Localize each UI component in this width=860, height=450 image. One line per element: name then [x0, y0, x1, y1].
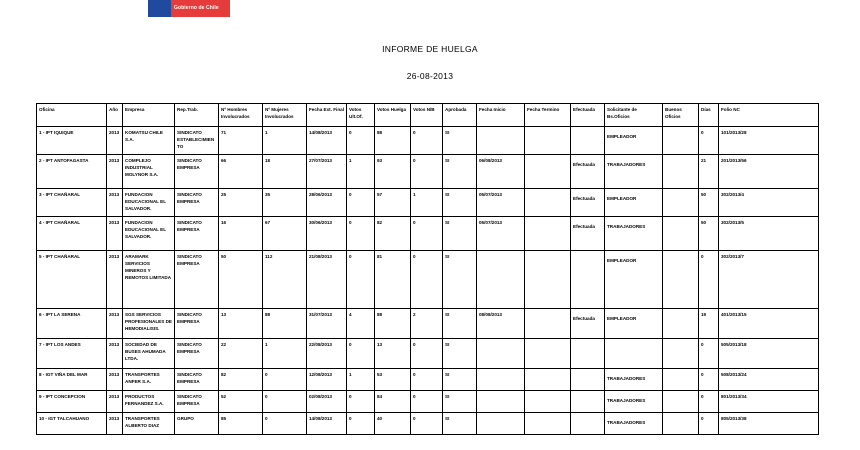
table-cell: 2013 — [107, 217, 123, 251]
table-cell: SI — [443, 251, 477, 309]
table-cell: 0 — [347, 391, 375, 413]
table-cell: 50 — [219, 251, 263, 309]
table-cell: 2013 — [107, 413, 123, 435]
table-cell: 84 — [375, 391, 411, 413]
table-row — [37, 155, 819, 189]
table-cell: 4 — [347, 309, 375, 339]
table-cell: 31/07/2013 — [307, 309, 347, 339]
table-cell: 2013 — [107, 251, 123, 309]
table-cell: Efectuada — [571, 309, 605, 339]
table-cell: 88 — [263, 309, 307, 339]
table-cell: SINDICATO EMPRESA — [175, 309, 219, 339]
table-cell: Efectuada — [571, 155, 605, 189]
table-cell: Efectuada — [571, 217, 605, 251]
table-cell — [663, 127, 699, 155]
table-cell: 30/06/2013 — [307, 217, 347, 251]
report-title: INFORME DE HUELGA — [382, 44, 478, 54]
table-cell — [605, 339, 663, 369]
table-cell — [663, 413, 699, 435]
table-cell: SI — [443, 127, 477, 155]
table-cell: 0 — [699, 339, 719, 369]
table-cell: SINDICATO EMPRESA — [175, 391, 219, 413]
table-cell: 2 — [411, 309, 443, 339]
strike-report-table — [36, 103, 819, 435]
table-cell: 14/08/2013 — [307, 127, 347, 155]
table-cell — [571, 127, 605, 155]
table-cell: 22/08/2013 — [307, 339, 347, 369]
table-cell: TRANSPORTES ALBERTO DIAZ — [123, 413, 175, 435]
table-cell: 13 — [219, 309, 263, 339]
table-cell: 66 — [219, 155, 263, 189]
table-cell: SINDICATO EMPRESA — [175, 189, 219, 217]
column-header: Días — [699, 104, 719, 127]
table-cell: FUNDACION EDUCACIONAL EL SALVADOR. — [123, 189, 175, 217]
column-header: Votos N/B — [411, 104, 443, 127]
table-cell — [525, 391, 571, 413]
government-logo — [148, 0, 230, 17]
table-cell: 1 — [411, 189, 443, 217]
report-date: 26-08-2013 — [406, 71, 454, 81]
table-cell: TRABAJADORES — [605, 217, 663, 251]
table-cell — [477, 413, 525, 435]
table-cell: 0 — [699, 369, 719, 391]
table-row — [37, 369, 819, 391]
table-cell: 35 — [263, 189, 307, 217]
table-cell: 19 — [699, 309, 719, 339]
table-cell: 88 — [375, 127, 411, 155]
table-cell — [477, 391, 525, 413]
table-cell: 67 — [263, 217, 307, 251]
table-cell: 9 - IPT CONCEPCION — [37, 391, 107, 413]
table-cell: 14/08/2013 — [307, 413, 347, 435]
table-cell: GRUPO — [175, 413, 219, 435]
table-cell — [571, 413, 605, 435]
table-cell: 21/08/2013 — [307, 251, 347, 309]
table-cell: 2013 — [107, 391, 123, 413]
table-cell: SINDICATO EMPRESA — [175, 339, 219, 369]
table-cell: 08/08/2013 — [477, 309, 525, 339]
table-row — [37, 339, 819, 369]
table-cell: 0 — [411, 217, 443, 251]
table-cell: TRABAJADORES — [605, 391, 663, 413]
table-cell: TRABAJADORES — [605, 369, 663, 391]
table-cell: SI — [443, 155, 477, 189]
table-cell: 401/2013/15 — [719, 309, 819, 339]
table-cell — [525, 127, 571, 155]
table-cell — [477, 251, 525, 309]
table-cell — [525, 251, 571, 309]
table-cell: SI — [443, 217, 477, 251]
table-cell — [663, 309, 699, 339]
table-cell: 805/2013/38 — [719, 413, 819, 435]
column-header: Fecha Ext. Final — [307, 104, 347, 127]
table-cell — [525, 155, 571, 189]
table-cell: COMPLEJO INDUSTRIAL MOLYNOR S.A. — [123, 155, 175, 189]
column-header: Oficina — [37, 104, 107, 127]
table-cell: 53 — [375, 369, 411, 391]
table-cell: 50 — [699, 189, 719, 217]
table-cell: 0 — [411, 413, 443, 435]
table-cell: EMPLEADOR — [605, 309, 663, 339]
table-cell: 93 — [375, 155, 411, 189]
table-cell: SI — [443, 369, 477, 391]
table-row — [37, 127, 819, 155]
table-cell: 40 — [375, 413, 411, 435]
table-cell: 02/08/2013 — [307, 391, 347, 413]
table-cell: 0 — [263, 369, 307, 391]
table-header-row — [37, 104, 819, 127]
table-row — [37, 189, 819, 217]
table-cell: 0 — [347, 413, 375, 435]
table-cell: 0 — [347, 217, 375, 251]
table-cell — [525, 189, 571, 217]
table-cell: SOCIEDAD DE BUSES AHUMADA LTDA. — [123, 339, 175, 369]
table-cell — [663, 189, 699, 217]
table-cell: 0 — [411, 369, 443, 391]
table-cell: 0 — [263, 413, 307, 435]
table-cell: 12/08/2013 — [307, 369, 347, 391]
table-cell: 0 — [347, 339, 375, 369]
table-cell: 81 — [375, 251, 411, 309]
table-cell: 18 — [263, 155, 307, 189]
table-cell: EMPLEADOR — [605, 189, 663, 217]
table-cell: 88 — [375, 309, 411, 339]
table-cell — [571, 251, 605, 309]
table-cell — [571, 391, 605, 413]
table-cell — [477, 369, 525, 391]
table-cell — [663, 339, 699, 369]
table-cell: FUNDACION EDUCACIONAL EL SALVADOR. — [123, 217, 175, 251]
table-cell: EMPLEADOR — [605, 251, 663, 309]
table-cell: 2 - IPT ANTOFAGASTA — [37, 155, 107, 189]
table-row — [37, 309, 819, 339]
table-cell: 0 — [699, 127, 719, 155]
table-cell: SINDICATO ESTABLECIMIENTO — [175, 127, 219, 155]
table-cell: 201/2013/56 — [719, 155, 819, 189]
column-header: Empresa — [123, 104, 175, 127]
table-row — [37, 251, 819, 309]
table-cell: 112 — [263, 251, 307, 309]
table-cell: 1 — [263, 127, 307, 155]
table-cell: SI — [443, 413, 477, 435]
table-cell: 1 — [347, 155, 375, 189]
table-cell: SI — [443, 189, 477, 217]
column-header: Aprobada — [443, 104, 477, 127]
table-cell — [571, 339, 605, 369]
column-header: Folio NC — [719, 104, 819, 127]
table-cell — [663, 251, 699, 309]
table-cell: 27/07/2013 — [307, 155, 347, 189]
table-cell: KOMATSU CHILE S.A. — [123, 127, 175, 155]
column-header: Efectuada — [571, 104, 605, 127]
table-cell: 06/08/2013 — [477, 155, 525, 189]
table-cell: 05/07/2013 — [477, 217, 525, 251]
table-cell: 0 — [411, 251, 443, 309]
table-cell: SGS SERVICIOS PROFESIONALES DE HEMODIALISIS. — [123, 309, 175, 339]
table-cell: 85 — [219, 413, 263, 435]
table-cell: 0 — [411, 127, 443, 155]
table-cell: 2013 — [107, 309, 123, 339]
table-cell: 7 - IPT LOS ANDES — [37, 339, 107, 369]
table-cell: SI — [443, 391, 477, 413]
table-cell: 505/2013/18 — [719, 339, 819, 369]
table-cell: Efectuada — [571, 189, 605, 217]
table-cell: TRABAJADORES — [605, 155, 663, 189]
table-cell: 71 — [219, 127, 263, 155]
table-cell: 801/2013/34 — [719, 391, 819, 413]
table-cell: SI — [443, 309, 477, 339]
logo-flag-icon — [148, 0, 171, 17]
table-cell: 0 — [347, 127, 375, 155]
logo-text: Gobierno de Chile — [174, 5, 219, 11]
column-header: Año — [107, 104, 123, 127]
table-cell: 16 — [219, 217, 263, 251]
table-cell: 2013 — [107, 369, 123, 391]
table-cell — [525, 309, 571, 339]
table-cell: 302/2013/5 — [719, 217, 819, 251]
table-cell: 0 — [699, 251, 719, 309]
table-cell: 2013 — [107, 339, 123, 369]
table-cell: 52 — [219, 391, 263, 413]
table-cell — [525, 217, 571, 251]
table-cell: 50 — [699, 217, 719, 251]
table-cell: SINDICATO EMPRESA — [175, 251, 219, 309]
table-cell: 3 - IPT CHAÑARAL — [37, 189, 107, 217]
column-header: Fecha Inicio — [477, 104, 525, 127]
table-cell: 82 — [219, 369, 263, 391]
table-cell: 82 — [375, 217, 411, 251]
column-header: Nº Mujeres Involucrados — [263, 104, 307, 127]
table-cell: 0 — [411, 339, 443, 369]
table-row — [37, 413, 819, 435]
table-cell: ARAMARK SERVICIOS MINEROS Y REMOTOS LIMITADA — [123, 251, 175, 309]
table-cell: EMPLEADOR — [605, 127, 663, 155]
table-cell: 0 — [411, 155, 443, 189]
column-header: Votos Ult.Of. — [347, 104, 375, 127]
table-cell: 0 — [347, 189, 375, 217]
table-row — [37, 217, 819, 251]
table-cell: 05/07/2013 — [477, 189, 525, 217]
table-cell — [477, 127, 525, 155]
table-cell: 4 - IPT CHAÑARAL — [37, 217, 107, 251]
column-header: Votos Huelga — [375, 104, 411, 127]
table-cell: SINDICATO EMPRESA — [175, 155, 219, 189]
table-cell — [571, 369, 605, 391]
table-cell: 101/2013/28 — [719, 127, 819, 155]
table-cell: SINDICATO EMPRESA — [175, 369, 219, 391]
table-cell: 5 - IPT CHAÑARAL — [37, 251, 107, 309]
table-row — [37, 391, 819, 413]
table-cell: SINDICATO EMPRESA — [175, 217, 219, 251]
table-cell: 21 — [699, 155, 719, 189]
table-cell — [663, 369, 699, 391]
table-cell — [525, 369, 571, 391]
table-cell: 1 — [347, 369, 375, 391]
table-cell — [525, 413, 571, 435]
table-cell: 0 — [699, 391, 719, 413]
table-cell: 25 — [219, 189, 263, 217]
table-cell: 2013 — [107, 155, 123, 189]
table-cell: SI — [443, 339, 477, 369]
table-cell: 2013 — [107, 189, 123, 217]
table-cell — [663, 217, 699, 251]
table-cell: 13 — [375, 339, 411, 369]
table-cell — [663, 155, 699, 189]
table-cell: 508/2013/24 — [719, 369, 819, 391]
table-cell: 1 — [263, 339, 307, 369]
table-cell: 2013 — [107, 127, 123, 155]
table-cell: 1 - IPT IQUIQUE — [37, 127, 107, 155]
table-cell: 0 — [411, 391, 443, 413]
table-cell: 302/2013/7 — [719, 251, 819, 309]
table-cell: 10 - IGT TALCAHUANO — [37, 413, 107, 435]
column-header: Fecha Termino — [525, 104, 571, 127]
table-cell: TRANSPORTES ANFER S.A. — [123, 369, 175, 391]
table-cell: 0 — [347, 251, 375, 309]
table-cell — [477, 339, 525, 369]
table-cell: TRABAJADORES — [605, 413, 663, 435]
table-cell: 6 - IPT LA SERENA — [37, 309, 107, 339]
table-cell — [525, 339, 571, 369]
table-cell: 302/2013/4 — [719, 189, 819, 217]
table-cell: 22 — [219, 339, 263, 369]
table-cell — [663, 391, 699, 413]
column-header: Rep.Trab. — [175, 104, 219, 127]
column-header: Solicitante de Bs.Oficios — [605, 104, 663, 127]
table-cell: 57 — [375, 189, 411, 217]
column-header: Buenos Oficios — [663, 104, 699, 127]
column-header: Nº Hombres Involucrados — [219, 104, 263, 127]
table-cell: 8 - IGT VIÑA DEL MAR — [37, 369, 107, 391]
table-cell: 0 — [263, 391, 307, 413]
table-cell: 28/06/2013 — [307, 189, 347, 217]
table-cell: PRODUCTOS FERNANDEZ S.A. — [123, 391, 175, 413]
table-cell: 0 — [699, 413, 719, 435]
